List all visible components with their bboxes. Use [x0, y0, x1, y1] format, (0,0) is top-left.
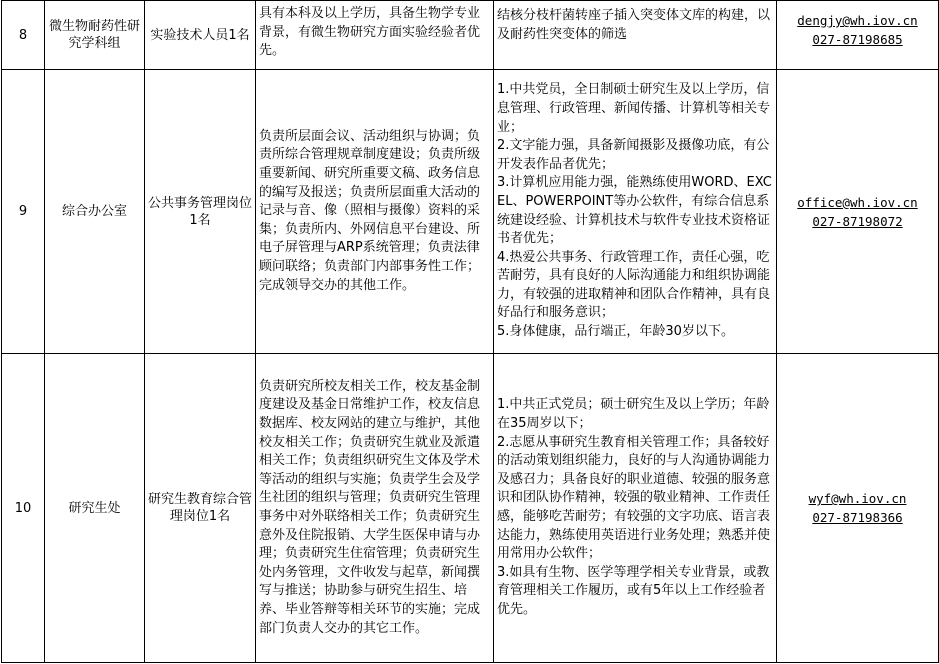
- position-cell: 研究生教育综合管理岗位1名: [145, 354, 256, 663]
- contact-cell: [777, 1, 939, 70]
- position-cell: 实验技术人员1名: [145, 1, 256, 70]
- requirements-cell: [494, 1, 777, 70]
- department-cell: 研究生处: [45, 354, 145, 663]
- requirement-item: 3.如具有生物、医学等理学相关专业背景，或教育管理相关工作履历，或有5年以上工作经验者优先。: [497, 564, 770, 617]
- phone-number: 027-87198072: [812, 213, 903, 229]
- position-cell: 公共事务管理岗位1名: [145, 70, 256, 354]
- email-link[interactable]: office@wh.iov.cn: [797, 194, 918, 210]
- table-row: [2, 1, 939, 70]
- department-cell: 综合办公室: [45, 70, 145, 354]
- requirement-item: 2.文字能力强，具备新闻摄影及摄像功底，有公开发表作品者优先；: [497, 138, 770, 172]
- duties-cell: 具有本科及以上学历，具备生物学专业背景，有微生物研究方面实验经验者优先。: [256, 1, 494, 70]
- duties-cell: 负责研究所校友相关工作，校友基金制度建设及基金日常维护工作，校友信息数据库、校友网站的建立与维护，其他校友相关工作；负责研究生就业及派遣相关工作；负责组织研究生文体及学术等活动的组织与实施；负责学生会及学生社团的组织与管理；负责研究生管理事务中对外联络相关工作；负责研究生意外及住院报销、大学生医保申请与办理；负责研究生住宿管理；负责研究生处内务管理，文件收发与起草，新闻撰写与推送；协助参与研究生招生、培养、毕业答辩等相关环节的实施；完成部门负责人交办的其它工作。: [256, 354, 494, 663]
- requirements-cell: [494, 354, 777, 663]
- email-link[interactable]: dengjy@wh.iov.cn: [797, 13, 918, 28]
- duties-cell: 负责所层面会议、活动组织与协调；负责所综合管理规章制度建设；负责所级重要新闻、研究所重要文稿、政务信息的编写及报送；负责所层面重大活动的记录与音、像（照相与摄像）资料的采集；负责所内、外网信息平台建设、所电子屏管理与ARP系统管理；负责法律顾问联络；负责部门内部事务性工作；完成领导交办的其他工作。: [256, 70, 494, 354]
- table-row: [2, 70, 939, 354]
- requirement-item: 结核分枝杆菌转座子插入突变体文库的构建，以及耐药性突变体的筛选: [497, 8, 771, 42]
- row-number: 10: [2, 354, 45, 663]
- requirement-item: 3.计算机应用能力强，能熟练使用WORD、EXCEL、POWERPOINT等办公软件，有综合信息系统建设经验、计算机技术与软件专业技术资格证书者优先；: [497, 175, 772, 247]
- recruitment-table: [1, 0, 939, 663]
- requirement-item: 5.身体健康，品行端正，年龄30岁以下。: [497, 324, 734, 340]
- requirement-item: 1.中共党员，全日制硕士研究生及以上学历，信息管理、行政管理、新闻传播、计算机等相关专业；: [497, 82, 771, 135]
- requirement-item: 1.中共正式党员；硕士研究生及以上学历；年龄在35周岁以下；: [497, 397, 770, 432]
- contact-cell: [777, 354, 939, 663]
- contact-cell: [777, 70, 939, 354]
- department-cell: 微生物耐药性研究学科组: [45, 1, 145, 70]
- phone-number: 027-87198366: [812, 510, 903, 525]
- table-row: [2, 354, 939, 663]
- row-number: 8: [2, 1, 45, 70]
- phone-number: 027-87198685: [812, 32, 903, 47]
- requirements-cell: [494, 70, 777, 354]
- requirement-item: 2.志愿从事研究生教育相关管理工作；具备较好的活动策划组织能力，良好的与人沟通协调能力及感召力；具备良好的职业道德、较强的服务意识和团队协作精神，较强的敬业精神、工作责任感，能够吃苦耐劳；有较强的文字功底、语言表达能力，熟练使用英语进行业务处理；熟悉并使用常用办公软件；: [497, 434, 771, 562]
- requirement-item: 4.热爱公共事务、行政管理工作，责任心强，吃苦耐劳，具有良好的人际沟通能力和组织协调能力，有较强的进取精神和团队合作精神，具有良好品行和服务意识；: [497, 249, 771, 321]
- row-number: 9: [2, 70, 45, 354]
- email-link[interactable]: wyf@wh.iov.cn: [808, 491, 907, 506]
